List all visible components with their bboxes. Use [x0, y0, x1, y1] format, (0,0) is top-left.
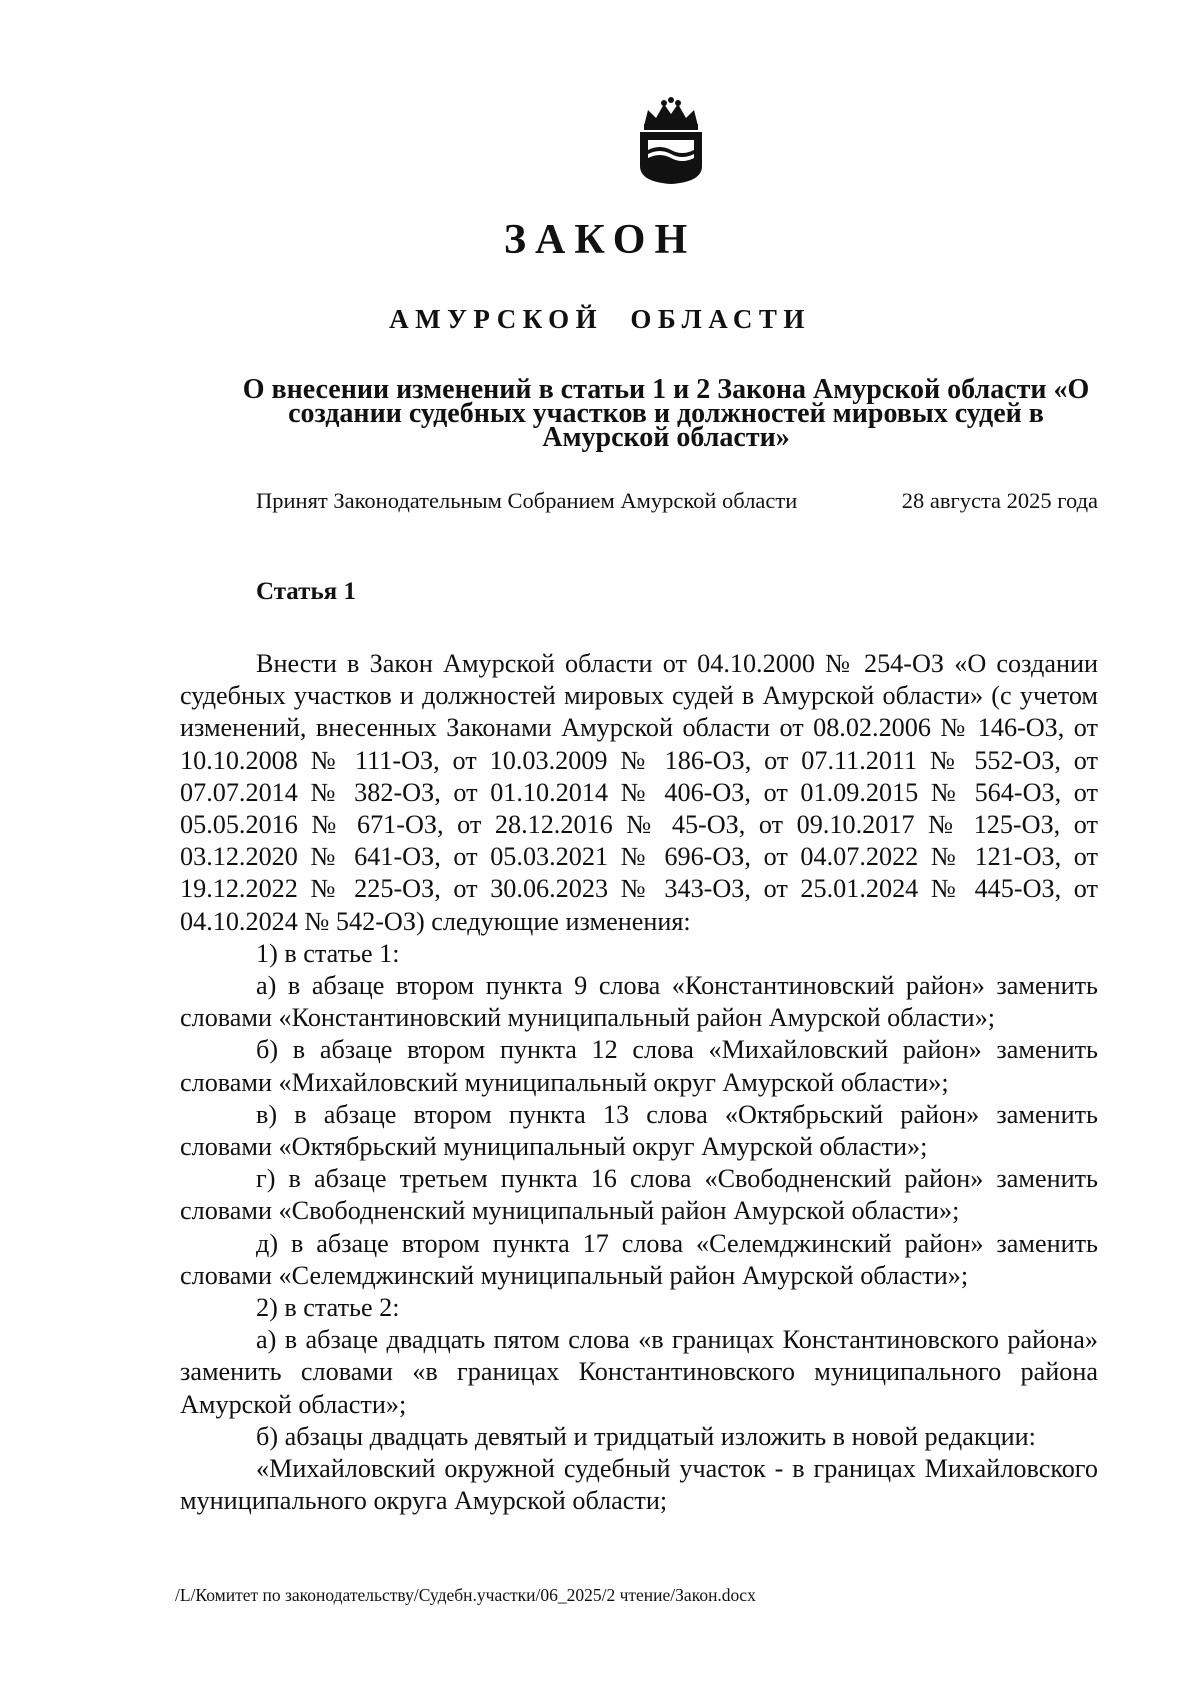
article-paragraph: б) в абзаце втором пункта 12 слова «Михайловский район» заменить словами «Михайловский муниципальный округ Амурской области»; [180, 1035, 1098, 1097]
adoption-statement: Принят Законодательным Собранием Амурской области [256, 488, 798, 513]
file-path-footer: /L/Комитет по законодательству/Судебн.участки/06_2025/2 чтение/Закон.docx [175, 1585, 756, 1605]
amur-region-coat-of-arms-icon [634, 96, 708, 186]
article-body [180, 648, 1098, 1517]
adoption-date: 28 августа 2025 года [901, 488, 1098, 513]
article-paragraph: «Михайловский окружной судебный участок - в границах Михайловского муниципального округа Амурской области; [180, 1454, 1098, 1516]
article-paragraph: а) в абзаце втором пункта 9 слова «Константиновский район» заменить словами «Константиновский муниципальный район Амурской области»; [180, 971, 1098, 1033]
article-paragraph: б) абзацы двадцать девятый и тридцатый изложить в новой редакции: [256, 1421, 1036, 1451]
region-title: АМУРСКОЙ ОБЛАСТИ [389, 304, 811, 334]
article-heading: Статья 1 [256, 578, 356, 605]
article-paragraph: 2) в статье 2: [256, 1293, 400, 1323]
document-title: ЗАКОН [503, 217, 697, 263]
article-paragraph: в) в абзаце втором пункта 13 слова «Октябрьский район» заменить словами «Октябрьский муниципальный округ Амурской области»; [180, 1099, 1098, 1162]
article-paragraph: д) в абзаце втором пункта 17 слова «Селемджинский район» заменить словами «Селемджинский муниципальный район Амурской области»; [180, 1228, 1098, 1290]
article-paragraph: г) в абзаце третьем пункта 16 слова «Свободненский район» заменить словами «Свободненский муниципальный район Амурской области»; [180, 1164, 1098, 1226]
article-paragraph: 1) в статье 1: [256, 938, 400, 968]
article-paragraph: Внести в Закон Амурской области от 04.10.2000 № 254-ОЗ «О создании судебных участков и должностей мировых судей в Амурской области» (с учетом изменений, внесенных Законами Амурской области от 08.02.2006 № 146-ОЗ, от 10.10.2008 № 111-ОЗ, от 10.03.2009 № 186-ОЗ, от 07.11.2011 № 552-ОЗ, от 07.07.2014 № 382-ОЗ, от 01.10.2014 № 406-ОЗ, от 01.09.2015 № 564-ОЗ, от 05.05.2016 № 671-ОЗ, от 28.12.2016 № 45-ОЗ, от 09.10.2017 № 125-ОЗ, от 03.12.2020 № 641-ОЗ, от 05.03.2021 № 696-ОЗ, от 04.07.2022 № 121-ОЗ, от 19.12.2022 № 225-ОЗ, от 30.06.2023 № 343-ОЗ, от 25.01.2024 № 445-ОЗ, от 04.10.2024 № 542-ОЗ) следующие изменения: [180, 649, 1098, 936]
article-paragraph: а) в абзаце двадцать пятом слова «в границах Константиновского района» заменить словами «в границах Константиновского муниципального района Амурской области»; [180, 1325, 1098, 1419]
law-subject: О внесении изменений в статьи 1 и 2 Закона Амурской области «О создании судебных участков и должностей мировых судей в Амурской области» [242, 374, 1090, 453]
